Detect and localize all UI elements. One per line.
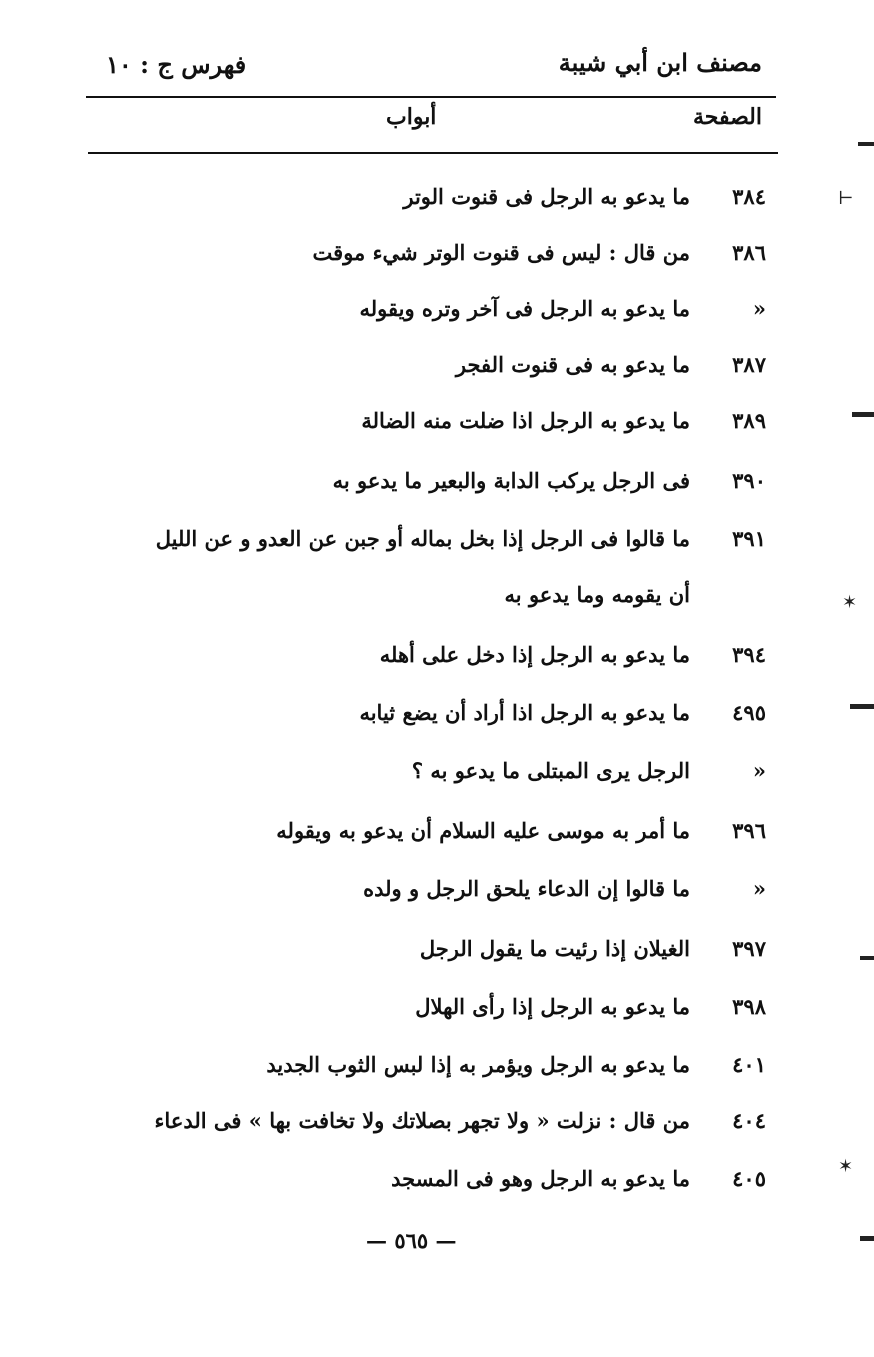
margin-star-icon: ✶ xyxy=(842,592,858,613)
entry-title: ما يدعو به الرجل فى آخر وتره ويقوله xyxy=(359,296,690,321)
entry-title: الغيلان إذا رئيت ما يقول الرجل xyxy=(419,936,690,961)
scan-edge-mark xyxy=(852,412,874,417)
entry-title: ما أمر به موسى عليه السلام أن يدعو به ويقوله xyxy=(276,818,690,843)
entry-title: ما قالوا إن الدعاء يلحق الرجل و ولده xyxy=(363,876,690,901)
header-rule xyxy=(86,96,776,98)
entry-ditto-mark: « xyxy=(752,876,766,901)
page-number: — ٥٦٥ — xyxy=(366,1228,457,1253)
entry-page-number: ٣٩٨ xyxy=(732,994,766,1019)
entry-title: ما يدعو به الرجل اذا ضلت منه الضالة xyxy=(361,408,690,433)
entry-page-number: ٤٠٤ xyxy=(732,1108,766,1133)
entry-page-number: ٣٩١ xyxy=(732,526,766,551)
entry-title: ما يدعو به الرجل ويؤمر به إذا لبس الثوب الجديد xyxy=(266,1052,690,1077)
entry-page-number: ٣٩٤ xyxy=(732,642,766,667)
running-title: مصنف ابن أبي شيبة xyxy=(558,48,762,77)
chapters-column-heading: أبواب xyxy=(386,104,437,130)
entry-title: ما يدعو به فى قنوت الفجر xyxy=(455,352,690,377)
entry-page-number: ٤٠١ xyxy=(732,1052,766,1077)
entry-page-number: ٣٩٠ xyxy=(732,468,766,493)
entry-title: ما يدعو به الرجل وهو فى المسجد xyxy=(391,1166,690,1191)
entry-page-number: ٤٠٥ xyxy=(732,1166,766,1191)
scan-edge-mark xyxy=(850,704,874,709)
scan-edge-mark xyxy=(858,142,874,146)
entry-ditto-mark: « xyxy=(752,296,766,321)
running-index-label: فهرس ج : ١٠ xyxy=(106,50,247,79)
scan-edge-mark xyxy=(860,956,874,960)
entry-title: ما قالوا فى الرجل إذا بخل بماله أو جبن عن العدو و عن الليل xyxy=(155,526,690,551)
scan-edge-mark xyxy=(860,1236,874,1241)
entry-ditto-mark: « xyxy=(752,758,766,783)
entry-page-number: ٣٨٤ xyxy=(732,184,766,209)
margin-star-icon: ✶ xyxy=(838,1156,854,1177)
margin-mark-icon: ⊢ xyxy=(838,188,854,209)
entry-page-number: ٣٨٩ xyxy=(732,408,766,433)
entry-title-continuation: أن يقومه وما يدعو به xyxy=(504,582,690,607)
page-column-heading: الصفحة xyxy=(692,104,762,130)
entry-page-number: ٣٩٧ xyxy=(732,936,766,961)
column-heading-rule xyxy=(88,152,778,154)
entry-page-number: ٤٩٥ xyxy=(732,700,766,725)
entry-page-number: ٣٨٧ xyxy=(732,352,766,377)
entry-page-number: ٣٩٦ xyxy=(732,818,766,843)
entry-title: ما يدعو به الرجل فى قنوت الوتر xyxy=(403,184,690,209)
entry-title: الرجل يرى المبتلى ما يدعو به ؟ xyxy=(411,758,690,783)
entry-title: ما يدعو به الرجل إذا دخل على أهله xyxy=(379,642,690,667)
entry-title: من قال : نزلت « ولا تجهر بصلاتك ولا تخافت بها » فى الدعاء xyxy=(154,1108,690,1133)
entry-title: ما يدعو به الرجل اذا أراد أن يضع ثيابه xyxy=(359,700,690,725)
entry-title: ما يدعو به الرجل إذا رأى الهلال xyxy=(415,994,690,1019)
entry-title: من قال : ليس فى قنوت الوتر شيء موقت xyxy=(312,240,690,265)
entry-title: فى الرجل يركب الدابة والبعير ما يدعو به xyxy=(332,468,690,493)
entry-page-number: ٣٨٦ xyxy=(732,240,766,265)
